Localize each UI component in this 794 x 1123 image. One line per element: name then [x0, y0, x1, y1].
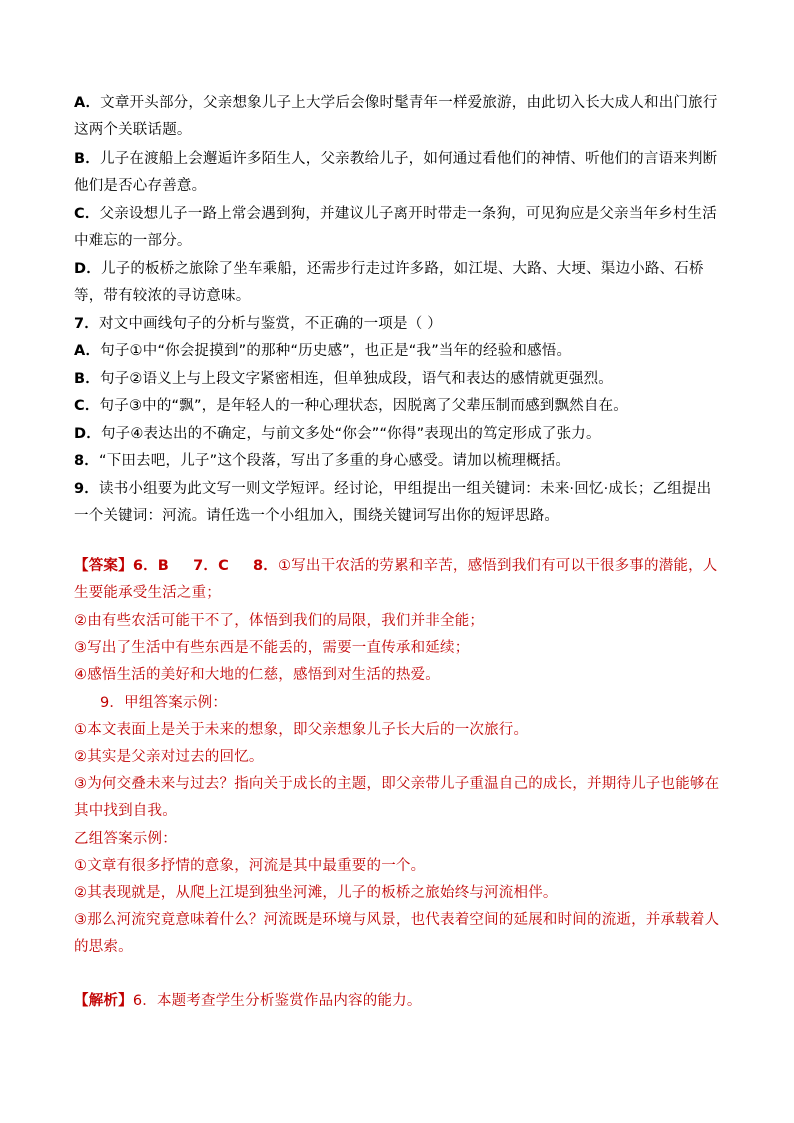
answer-label: 【答案】: [74, 558, 133, 574]
option-q6-c: C．父亲设想儿子一路上常会遇到狗，并建议儿子离开时带走一条狗，可见狗应是父亲当年乡村生活中难忘的一部分。: [74, 206, 717, 249]
answer-q8-item-4: ④感悟生活的美好和大地的仁慈，感悟到对生活的热爱。: [74, 667, 440, 683]
option-q6-a: A．文章开头部分，父亲想象儿子上大学后会像时髦青年一样爱旅游，由此切入长大成人和出门旅行这两个关联话题。: [74, 95, 718, 138]
group-b-item-1: ①文章有很多抒情的意象，河流是其中最重要的一个。: [74, 858, 426, 874]
group-b-label: 乙组答案示例：: [74, 831, 177, 847]
group-b-item-2: ②其表现就是，从爬上江堤到独坐河滩，儿子的板桥之旅始终与河流相伴。: [74, 885, 558, 901]
option-q7-b: B．句子②语义上与上段文字紧密相连，但单独成段，语气和表达的感情就更强烈。: [74, 371, 613, 387]
option-q7-d: D．句子④表达出的不确定，与前文多处“你会”“你得”表现出的笃定形成了张力。: [74, 426, 601, 442]
analysis-label: 【解析】: [74, 993, 133, 1009]
question-7: 7．对文中画线句子的分析与鉴赏，不正确的一项是（ ）: [74, 316, 442, 332]
group-b-item-3: ③那么河流究竟意味着什么？河流既是环境与风景，也代表着空间的延展和时间的流逝，并承载着人的思索。: [74, 912, 720, 955]
option-q6-d: D．儿子的板桥之旅除了坐车乘船，还需步行走过许多路，如江堤、大路、大埂、渠边小路、石桥等，带有较浓的寻访意味。: [74, 261, 704, 304]
answer-q9-heading: 9．甲组答案示例：: [100, 695, 228, 711]
answer-q8-item-2: ②由有些农活可能干不了，体悟到我们的局限，我们并非全能；: [74, 613, 485, 629]
analysis-line: 【解析】6．本题考查学生分析鉴赏作品内容的能力。: [74, 993, 422, 1009]
question-8: 8．“下田去吧，儿子”这个段落，写出了多重的身心感受。请加以梳理概括。: [74, 453, 571, 469]
option-q7-a: A．句子①中“你会捉摸到”的那种“历史感”，也正是“我”当年的经验和感悟。: [74, 343, 572, 359]
group-a-item-1: ①本文表面上是关于未来的想象，即父亲想象儿子长大后的一次旅行。: [74, 722, 529, 738]
option-q7-c: C．句子③中的“飘”，是年轻人的一种心理状态，因脱离了父辈压制而感到飘然自在。: [74, 398, 628, 414]
group-a-item-2: ②其实是父亲对过去的回忆。: [74, 749, 264, 765]
answer-q8-item-3: ③写出了生活中有些东西是不能丢的，需要一直传承和延续；: [74, 640, 470, 656]
question-9: 9．读书小组要为此文写一则文学短评。经讨论，甲组提出一组关键词：未来·回忆·成长；乙组提出一个关键词：河流。请任选一个小组加入，围绕关键词写出你的短评思路。: [74, 481, 712, 524]
answer-line: 【答案】6．B 7．C 8．①写出干农活的劳累和辛苦，感悟到我们有可以干很多事的潜能，人生要能承受生活之重；: [74, 558, 718, 601]
group-a-item-3: ③为何交叠未来与过去？指向关于成长的主题，即父亲带儿子重温自己的成长，并期待儿子也能够在其中找到自我。: [74, 776, 720, 819]
option-q6-b: B．儿子在渡船上会邂逅许多陌生人，父亲教给儿子，如何通过看他们的神情、听他们的言语来判断他们是否心存善意。: [74, 151, 718, 194]
